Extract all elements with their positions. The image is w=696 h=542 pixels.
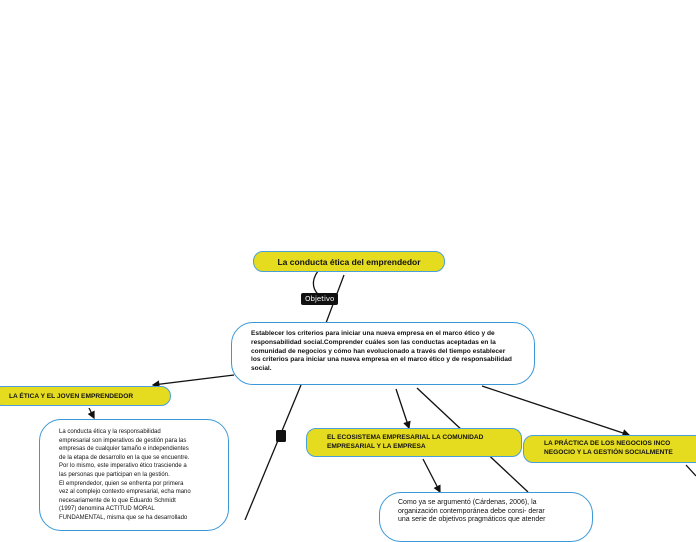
objective-node[interactable]: [231, 322, 535, 385]
objective-to-ethics-line: [153, 375, 234, 385]
ethics-text-line: necesariamente de lo que Eduardo Schmidt: [59, 497, 176, 504]
practice-offscreen-line: [686, 465, 696, 476]
ethics-text-line: El emprendedor, quien se enfrenta por primera: [59, 480, 184, 487]
title-node[interactable]: [253, 251, 445, 272]
ecosystem-to-text-line: [423, 459, 440, 492]
ethics-text-line: de la etapa de desarrollo en la que se encuentre.: [59, 454, 190, 461]
ethics-text-line: vez al complejo contexto empresarial, echa mano: [59, 489, 191, 496]
ethics-text-line: Por lo mismo, este imperativo ético trasciende a: [59, 463, 187, 470]
ethics-young-node[interactable]: [0, 386, 171, 406]
ethics-text-line: las personas que participan en la gestión.: [59, 471, 170, 478]
collapsed-node-marker: [276, 430, 286, 442]
ethics-to-text-line: [89, 408, 94, 418]
ecosystem-text-node[interactable]: [379, 492, 593, 542]
ethics-text-line: (1997) denomina ACTITUD MORAL: [59, 506, 155, 513]
title-text: La conducta ética del emprendedor: [277, 256, 421, 267]
ethics-young-text: LA ÉTICA Y EL JOVEN EMPRENDEDOR: [9, 392, 134, 400]
ethics-text-line: empresarial son imperativos de gestión para las: [59, 437, 187, 444]
ecosystem-text: EL ECOSISTEMA EMPRESARIAL LA COMUNIDAD EMPRESARIAL Y LA EMPRESA: [327, 433, 484, 450]
ethics-text-node[interactable]: [39, 419, 229, 531]
objetivo-label: [301, 293, 338, 305]
objective-to-ecosystem-line: [396, 389, 409, 428]
objective-to-lower-left-line: [245, 385, 301, 520]
ecosystem-text-line: Como ya se argumentó (Cárdenas, 2006), la: [398, 499, 537, 506]
ecosystem-node[interactable]: [306, 428, 522, 457]
practice-node[interactable]: [523, 435, 696, 463]
ethics-text-line: La conducta ética y la responsabilidad: [59, 429, 161, 435]
ethics-text-line: FUNDAMENTAL, misma que se ha desarrollado: [59, 514, 188, 521]
practice-text: LA PRÁCTICA DE LOS NEGOCIOS INCO NEGOCIO Y LA GESTIÓN SOCIALMENTE: [544, 440, 673, 456]
ethics-text-line: empresas de cualquier tamaño e independientes: [59, 446, 189, 453]
objetivo-label-text: Objetivo: [305, 295, 335, 303]
ecosystem-text-line: una serie de objetivos pragmáticos que atender: [398, 516, 546, 524]
ecosystem-text-line: organización contemporánea debe consi- derar: [398, 507, 545, 515]
objective-text: Establecer los criterios para iniciar una nueva empresa en el marco ético y de responsabilidad social.Comprender cuáles son las conductas aceptadas en la comunidad de negocios y cómo han evolucionado a través del tiempo establecer los criterios para iniciar una nueva empresa en el marco ético y de responsabilidad social.: [251, 330, 512, 373]
